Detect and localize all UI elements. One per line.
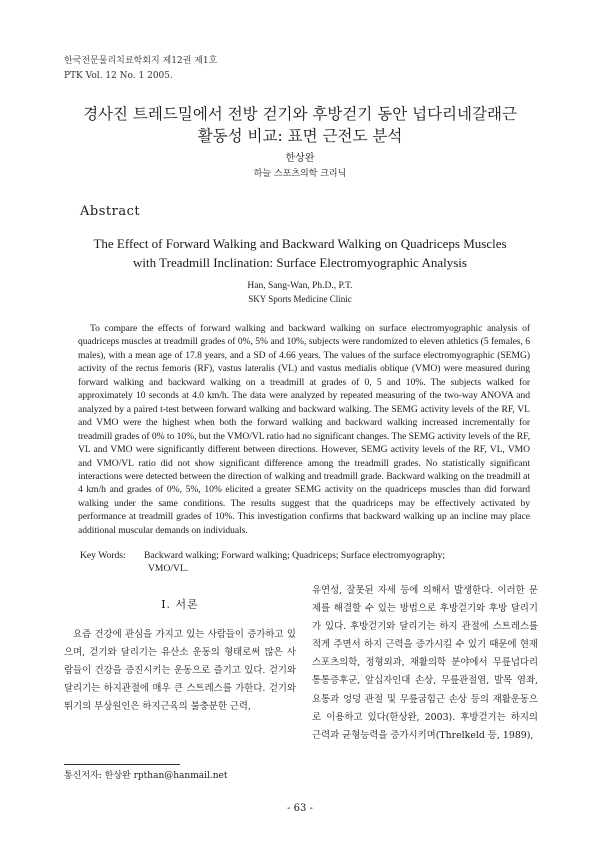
footnote-divider — [64, 764, 180, 765]
intro-paragraph-right: 유연성, 잘못된 자세 등에 의해서 발생한다. 이러한 문제를 해결할 수 있는 방법으로 후방걷기와 후방 달리기가 있다. 후방걷기와 달리기는 하지 관절에 스트레스를 적게 주면서 하지 근력을 증가시킬 수 있기 때문에 현재 스포츠의학, 정형외과, 재활의학 분야에서 무릎넙다리 통통증후군, 앞십자인대 손상, 무릎관절염, 발목 염좌, 요통과 엉덩 관절 및 무릎굽힘근 손상 등의 재활운동으로 이용하고 있다(한상완, 2003). 후방걷기는 하지의 근력과 균형능력을 증가시키며(Threlkeld 등, 1989), — [312, 585, 538, 741]
journal-volume: PTK Vol. 12 No. 1 2005. — [64, 71, 173, 81]
section-heading-introduction: Ⅰ. 서론 — [161, 598, 199, 611]
english-title — [60, 234, 540, 272]
right-column — [312, 582, 538, 745]
journal-header — [64, 54, 217, 84]
keywords-line1: Backward walking; Forward walking; Quadriceps; Surface electromyography; — [144, 550, 446, 561]
korean-title — [0, 103, 600, 147]
left-column — [64, 596, 296, 716]
journal-name-korean: 한국전문물리치료학회지 제12권 제1호 — [64, 56, 218, 66]
abstract-heading: Abstract — [80, 204, 141, 219]
abstract-body: To compare the effects of forward walking and backward walking on surface electromyographic analysis of quadriceps muscles at treadmill grades of 0%, 5% and 10%, subjects were randomized to eleven athletics (5 females, 6 males), with a mean age of 17.8 years, and a SD of 4.66 years. The values of the surface electromyographic (SEMG) activity of the rectus femoris (RF), vastus lateralis (VL) and vastus medialis oblique (VMO) were measured during forward walking and backward walking on a treadmill at grades of 0, 5 and 10%. The subjects walked for approximately 10 seconds at 4.0 km/h. The data were analyzed by repeated measuring of the two-way ANOVA and analyzed by a paired t-test between forward walking and backward walking. The SEMG activity levels of the RF, VL and VMO were the highest when both the forward walking and backward walking increased incrementally for treadmill grades of 0% to 10%, but the VMO/VL ratio had no significant changes. The SEMG activity levels of the RF, VL and VMO were significantly different between directions. However, SEMG activity levels of the RF, VL, VMO and VMO/VL ratio did not show significant difference among the treadmill grades. No statistically significant interactions were detected between the direction of walking and treadmill grade. Backward walking on the treadmill at 4 km/h and grades of 0%, 5%, 10% elicited a greater SEMG activity on the quadriceps muscles than did forward walking under the same conditions. The results suggest that the quadriceps may be effectively activated by performance at treadmill grades of 10%. This investigation confirms that backward walking up an incline may place additional muscular demands on individuals. — [78, 323, 530, 536]
korean-title-line2: 활동성 비교: 표면 근전도 분석 — [197, 127, 403, 145]
keywords — [80, 549, 530, 575]
keywords-line2: VMO/VL. — [148, 563, 189, 574]
korean-title-line1: 경사진 트레드밀에서 전방 걷기와 후방걷기 동안 넙다리네갈래근 — [83, 105, 517, 123]
corresponding-author-footnote: 통신저자: 한상완 rpthan@hanmail.net — [64, 771, 228, 781]
english-title-line1: The Effect of Forward Walking and Backward Walking on Quadriceps Muscles — [93, 236, 507, 251]
english-author: Han, Sang-Wan, Ph.D., P.T. — [247, 281, 353, 291]
page-number: - 63 - — [287, 803, 313, 814]
intro-paragraph-left: 요즘 건강에 관심을 가지고 있는 사람들이 증가하고 있으며, 걷기와 달리기는 유산소 운동의 형태로써 많은 사람들이 건강을 증진시키는 운동으로 즐기고 있다. 걷기와 달리기는 하지관절에 매우 큰 스트레스를 가한다. 걷기와 뛰기의 부상원인은 하지근육의 불충분한 근력, — [64, 629, 296, 713]
korean-author: 한상완 — [285, 153, 315, 164]
english-title-line2: with Treadmill Inclination: Surface Electromyographic Analysis — [133, 255, 467, 270]
english-affiliation: SKY Sports Medicine Clinic — [248, 294, 352, 304]
korean-affiliation: 하늘 스포츠의학 크리닉 — [253, 169, 347, 179]
keywords-label: Key Words: — [80, 550, 126, 561]
